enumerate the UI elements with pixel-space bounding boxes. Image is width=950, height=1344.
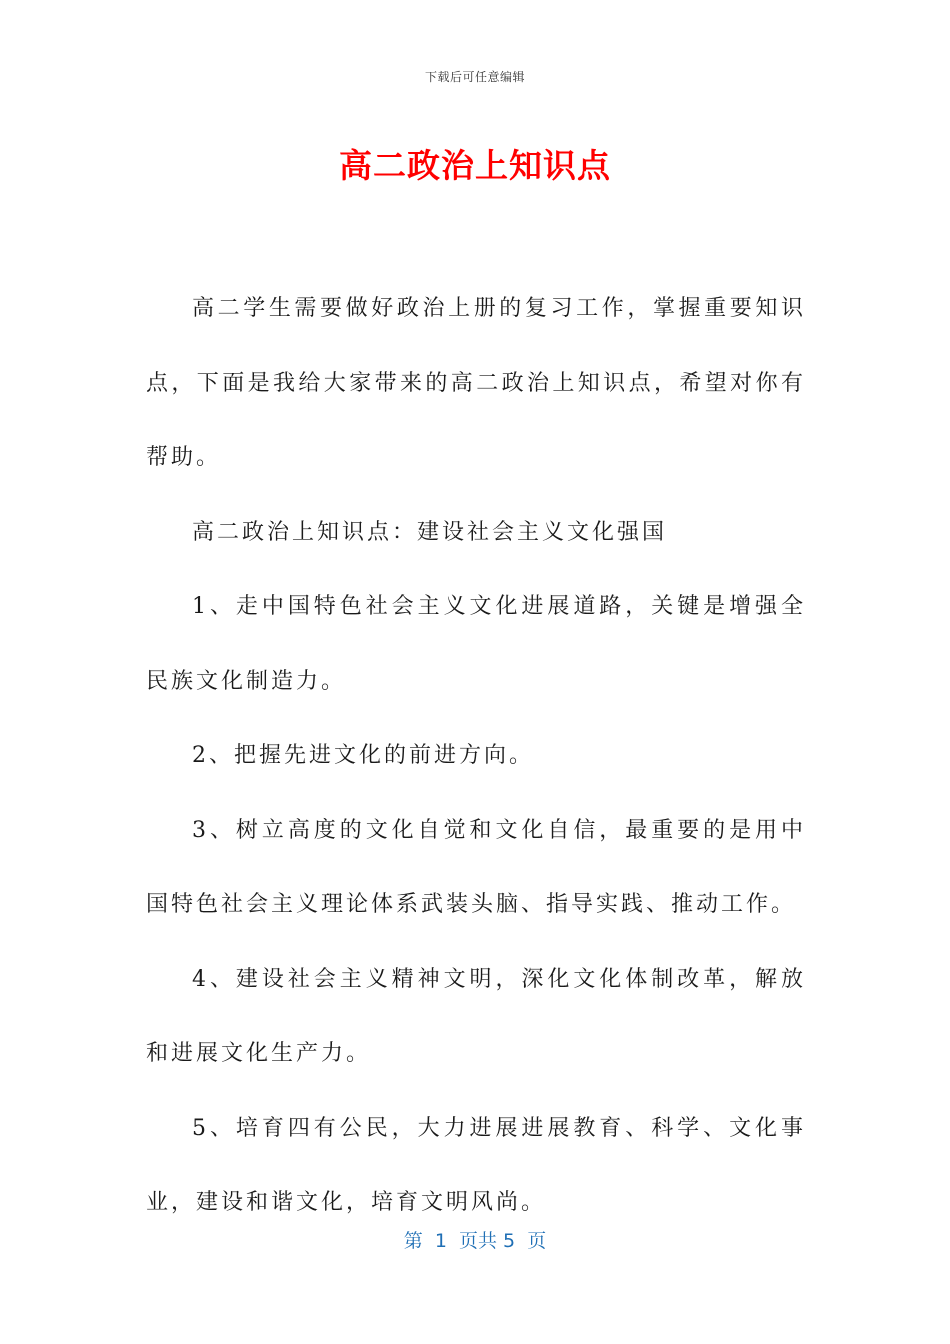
paragraph-point-3: 3、树立高度的文化自觉和文化自信，最重要的是用中国特色社会主义理论体系武装头脑、指导实践、推动工作。 bbox=[146, 817, 806, 917]
paragraph-point-1: 1、走中国特色社会主义文化进展道路，关键是增强全民族文化制造力。 bbox=[146, 594, 806, 694]
document-title: 高二政治上知识点 bbox=[339, 146, 611, 185]
document-body bbox=[146, 272, 806, 1241]
paragraph-intro: 高二学生需要做好政治上册的复习工作，掌握重要知识点，下面是我给大家带来的高二政治上知识点，希望对你有帮助。 bbox=[146, 296, 806, 470]
header-note: 下载后可任意编辑 bbox=[424, 70, 525, 84]
paragraph-point-2: 2、把握先进文化的前进方向。 bbox=[192, 743, 534, 768]
page-number-footer: 第 1 页共 5 页 bbox=[403, 1230, 547, 1252]
paragraph-section-heading: 高二政治上知识点：建设社会主义文化强国 bbox=[192, 519, 668, 545]
paragraph-point-5: 5、培育四有公民，大力进展进展教育、科学、文化事业，建设和谐文化，培育文明风尚。 bbox=[146, 1115, 806, 1215]
paragraph-point-4: 4、建设社会主义精神文明，深化文化体制改革，解放和进展文化生产力。 bbox=[146, 966, 806, 1066]
